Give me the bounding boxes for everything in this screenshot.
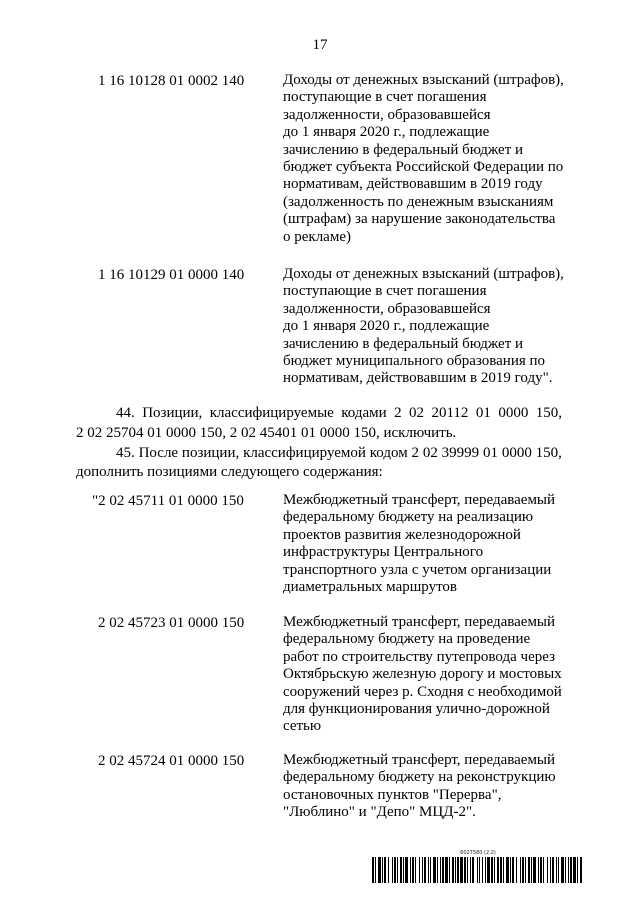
word: 150, [535,405,562,421]
description-line: сооружений через р. Сходня с необходимой [283,683,562,700]
description-line: поступающие в счет погашения [283,89,487,106]
description-line: бюджет субъекта Российской Федерации по [283,159,564,176]
budget-description [283,266,583,388]
page-number: 17 [312,37,328,53]
description-line: транспортного узла с учетом организации [283,561,552,578]
description-line: бюджет муниципального образования по [283,353,546,370]
word: 0000 [498,405,529,421]
budget-code: 1 16 10128 01 0002 140 [98,73,245,89]
word: 20112 [431,405,469,421]
word: кодом [369,445,408,461]
description-line: до 1 января 2020 г., подлежащие [283,124,490,141]
budget-description [283,72,583,246]
description-line: Межбюджетный трансферт, передаваемый [283,752,556,768]
description-line: работ по строительству путепровода через [283,648,555,665]
description-line: о рекламе) [283,228,351,245]
budget-code: "2 02 45711 01 0000 150 [92,493,244,509]
word: 45. [116,445,135,461]
word: классифицируемые [209,405,334,421]
description-line: Доходы от денежных взысканий (штрафов), [283,72,564,88]
description-line: Межбюджетный трансферт, передаваемый [283,492,556,508]
description-line: федеральному бюджету на реализацию [283,509,534,526]
word: 02 [409,405,425,421]
word: 44. [116,405,135,421]
description-line: зачислению в федеральный бюджет и [283,335,524,352]
description-line: зачислению в федеральный бюджет и [283,141,524,158]
description-line: сетью [283,718,322,735]
paragraph-line [116,444,562,462]
description-line: для функционирования улично-дорожной [283,701,550,718]
paragraph-line [116,404,562,422]
budget-description [283,614,583,736]
description-line: нормативам, действовавшим в 2019 году". [283,370,553,387]
word: 0000 [501,445,532,461]
word: 2 [394,405,402,421]
paragraph-line: дополнить позициями следующего содержания: [76,464,383,480]
description-line: диаметральных маршрутов [283,579,458,596]
paragraph-line: 2 02 25704 01 0000 150, 2 02 45401 01 0000 150, исключить. [76,425,457,441]
description-line: нормативам, действовавшим в 2019 году [283,176,543,193]
word: 01 [475,405,491,421]
budget-code: 2 02 45724 01 0000 150 [98,753,245,769]
description-line: задолженности, образовавшейся [283,300,491,317]
document-barcode [372,850,584,884]
barcode-bars [372,857,584,883]
word: 39999 [441,445,480,461]
description-line: федеральному бюджету на реконструкцию [283,769,556,786]
barcode-label: 6027580 (2.2) [460,850,496,856]
paragraph-44 [76,404,576,442]
barcode-bar [580,857,582,883]
word: 2 [411,445,420,461]
description-line: (штрафам) за нарушение законодательства [283,211,556,228]
word: Позиции, [142,405,203,421]
description-line: Межбюджетный трансферт, передаваемый [283,614,556,630]
description-line: задолженности, образовавшейся [283,106,491,123]
description-line: Октябрьскую железную дорогу и мостовых [283,666,562,683]
word: 01 [483,445,498,461]
budget-description [283,492,583,596]
description-line: до 1 января 2020 г., подлежащие [283,318,490,335]
description-line: "Люблино" и "Депо" МЦД-2". [283,804,476,821]
description-line: (задолженность по денежным взысканиям [283,193,554,210]
word: классифицируемой [243,445,366,461]
budget-code: 2 02 45723 01 0000 150 [98,615,245,631]
word: кодами [341,405,387,421]
description-line: остановочных пунктов "Перерва", [283,786,502,803]
paragraph-45 [76,444,576,481]
word: 150, [535,445,562,461]
word: позиции, [181,445,240,461]
word: После [138,445,179,461]
description-line: федеральному бюджету на проведение [283,631,531,648]
description-line: Доходы от денежных взысканий (штрафов), [283,266,564,282]
description-line: проектов развития железнодорожной [283,526,521,543]
word: 02 [422,445,438,461]
description-line: поступающие в счет погашения [283,283,487,300]
description-line: инфраструктуры Центрального [283,544,484,561]
budget-code: 1 16 10129 01 0000 140 [98,267,245,283]
budget-description [283,752,583,822]
